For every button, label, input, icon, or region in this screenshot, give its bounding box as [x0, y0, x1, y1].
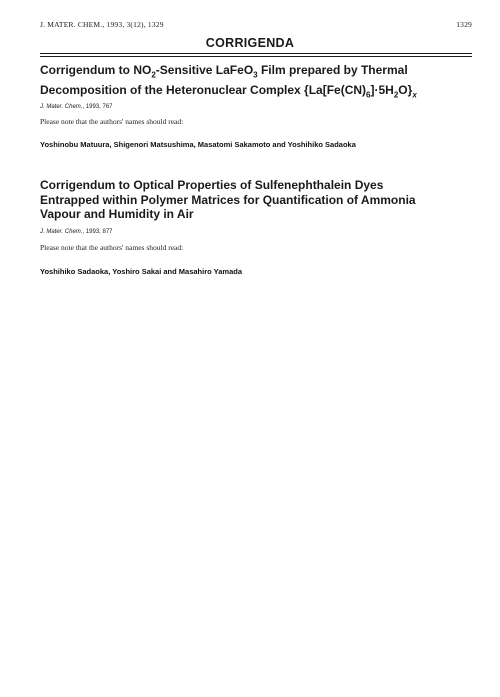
article-2-authors: Yoshihiko Sadaoka, Yoshiro Sakai and Masahiro Yamada	[40, 267, 243, 276]
article-1-citation: J. Mater. Chem., 1993, 767	[40, 104, 113, 110]
journal-citation-header: J. MATER. CHEM., 1993, 3(12), 1329	[40, 20, 164, 29]
article-1-title-line-1: Corrigendum to $NO_2$-Sensitive LaFeO$_3$ Film prepared by Thermal	[40, 63, 408, 80]
article-1-title-line-2: Decomposition of the Heteronuclear Complex $\{La[Fe(CN)_6]\cdot 5H_2O\}_x$	[40, 82, 417, 100]
section-title: CORRIGENDA	[205, 36, 295, 50]
header-rule-thick	[40, 53, 472, 54]
article-2-title	[40, 178, 480, 222]
article-2-note: Please note that the authors' names should read:	[40, 243, 184, 252]
article-2-citation: J. Mater. Chem., 1993, 877	[40, 229, 113, 235]
article-2-title-line-3: Vapour and Humidity in Air	[40, 207, 194, 221]
page-number: 1329	[456, 20, 472, 29]
article-1-note: Please note that the authors' names should read:	[40, 117, 184, 126]
article-2-title-line-1: Corrigendum to Optical Properties of Sulfenephthalein Dyes	[40, 178, 384, 192]
header-rule-thin	[40, 56, 472, 57]
article-1-title	[40, 63, 480, 103]
article-1-authors: Yoshinobu Matuura, Shigenori Matsushima, Masatomi Sakamoto and Yoshihiko Sadaoka	[40, 140, 356, 149]
article-2-title-line-2: Entrapped within Polymer Matrices for Quantification of Ammonia	[40, 192, 416, 207]
running-head	[40, 20, 472, 29]
